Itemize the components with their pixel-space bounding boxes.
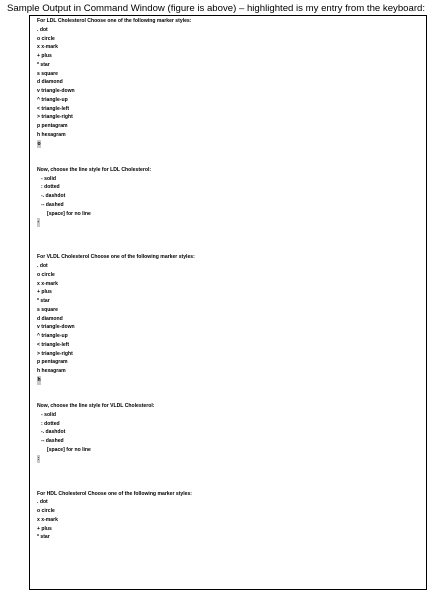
marker-option: + plus (37, 525, 52, 532)
keyboard-entry-marker-vldl: h (37, 376, 41, 383)
command-window-output (29, 15, 427, 590)
line-style-option: - solid (41, 175, 56, 182)
marker-option: v triangle-down (37, 88, 75, 94)
marker-option: o circle (37, 35, 55, 42)
marker-option: p pentagram (37, 123, 68, 129)
marker-option: p pentagram (37, 359, 68, 366)
keyboard-entry-marker-ldl: o (37, 140, 41, 147)
marker-option: ^ triangle-up (37, 96, 68, 103)
line-prompt-ldl: Now, choose the line style for LDL Cholesterol: (37, 166, 152, 173)
marker-option: o circle (37, 508, 55, 514)
marker-option: x x-mark (37, 280, 58, 287)
marker-option: * star (37, 534, 50, 541)
marker-option: . dot (37, 263, 48, 269)
marker-option: x x-mark (37, 516, 58, 523)
marker-option: x x-mark (37, 44, 58, 51)
keyboard-entry-line-ldl: - (37, 219, 40, 226)
marker-option: v triangle-down (37, 324, 75, 331)
line-style-option: [space] for no line (47, 446, 91, 453)
marker-option: * star (37, 61, 50, 68)
marker-option: s square (37, 70, 58, 77)
marker-option: d diamond (37, 79, 63, 86)
line-style-option: : dotted (41, 184, 60, 191)
line-style-option: [space] for no line (47, 210, 91, 217)
marker-option: h hexagram (37, 368, 66, 374)
marker-option: d diamond (37, 315, 63, 322)
marker-prompt-hdl: For HDL Cholesterol Choose one of the following marker styles: (37, 490, 193, 497)
console-text (37, 17, 422, 542)
marker-option: * star (37, 298, 50, 304)
marker-option: > triangle-right (37, 114, 73, 121)
marker-option: < triangle-left (37, 105, 70, 112)
marker-option: + plus (37, 289, 52, 296)
marker-option: s square (37, 306, 58, 313)
line-style-option: - solid (41, 411, 56, 418)
marker-prompt-ldl: For LDL Cholesterol Choose one of the following marker styles: (37, 18, 192, 24)
line-style-option: -- dashed (41, 438, 64, 444)
marker-option: . dot (37, 26, 48, 33)
marker-option: . dot (37, 499, 48, 506)
marker-option: + plus (37, 53, 52, 59)
marker-option: h hexagram (37, 131, 66, 138)
line-prompt-vldl: Now, choose the line style for VLDL Cholesterol: (37, 403, 155, 409)
marker-option: o circle (37, 271, 55, 278)
page-heading: Sample Output in Command Window (figure is above) – highlighted is my entry from the keyboard: (7, 3, 426, 14)
line-style-option: : dotted (41, 420, 60, 427)
keyboard-entry-line-vldl: : (37, 455, 40, 462)
marker-option: ^ triangle-up (37, 333, 68, 339)
marker-option: > triangle-right (37, 350, 73, 357)
line-style-option: -. dashdot (41, 193, 66, 199)
marker-option: < triangle-left (37, 341, 70, 348)
line-style-option: -- dashed (41, 201, 64, 208)
line-style-option: -. dashdot (41, 429, 66, 436)
marker-prompt-vldl: For VLDL Cholesterol Choose one of the following marker styles: (37, 254, 195, 261)
